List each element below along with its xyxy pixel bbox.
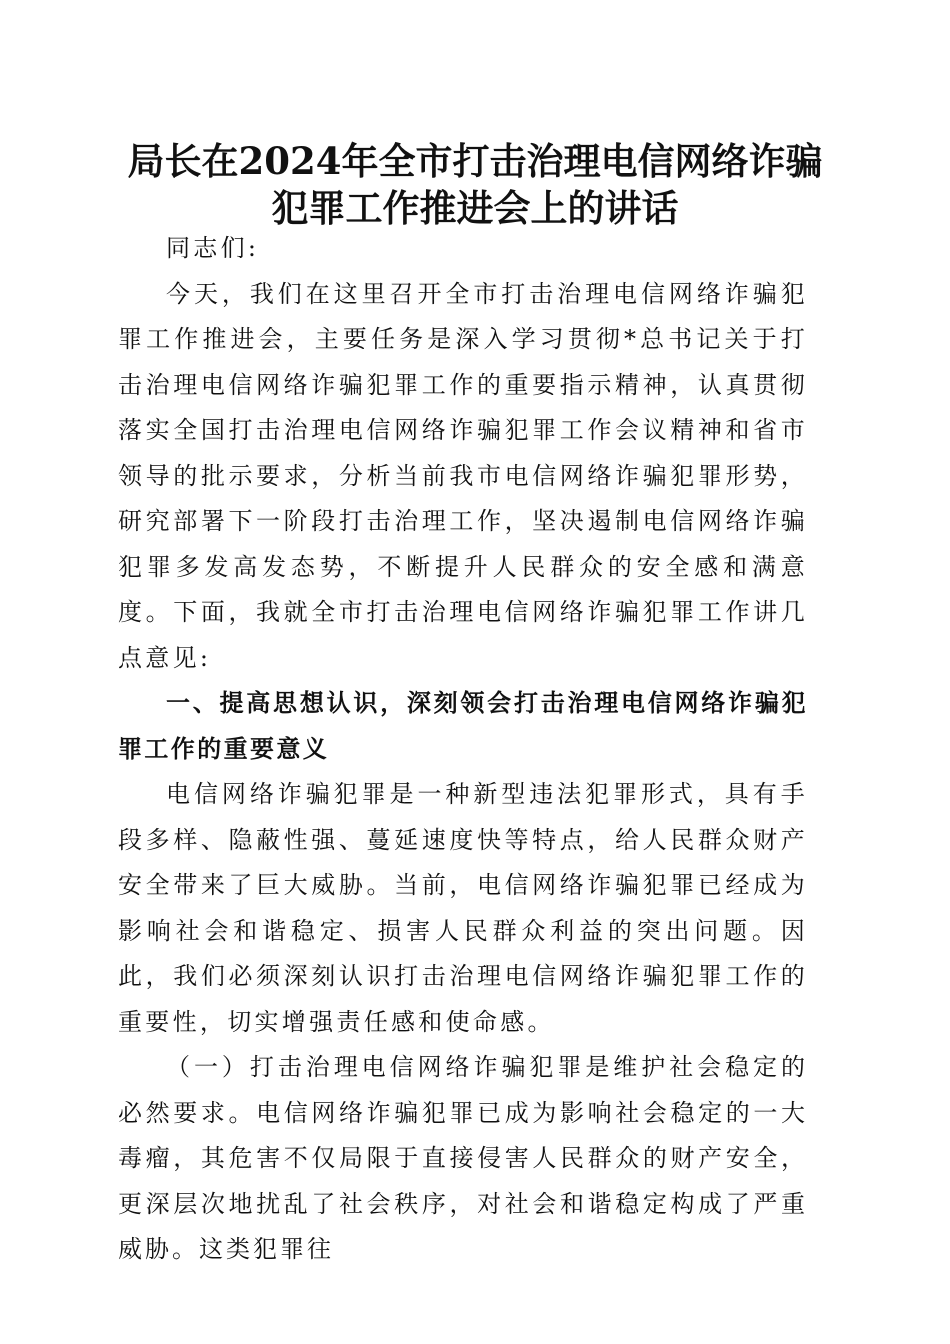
document-body <box>118 226 808 1273</box>
document-title: 局长在2024年全市打击治理电信网络诈骗犯罪工作推进会上的讲话 <box>127 139 823 230</box>
salutation: 同志们: <box>166 234 260 262</box>
section-heading-1: 一、提高思想认识，深刻领会打击治理电信网络诈骗犯罪工作的重要意义 <box>118 689 808 763</box>
subsection-1-paragraph: （一）打击治理电信网络诈骗犯罪是维护社会稳定的必然要求。电信网络诈骗犯罪已成为影响社会稳定的一大毒瘤，其危害不仅局限于直接侵害人民群众的财产安全，更深层次地扰乱了社会秩序，对社会和谐稳定构成了严重威胁。这类犯罪往 <box>118 1053 808 1263</box>
section-1-paragraph: 电信网络诈骗犯罪是一种新型违法犯罪形式，具有手段多样、隐蔽性强、蔓延速度快等特点，给人民群众财产安全带来了巨大威胁。当前，电信网络诈骗犯罪已经成为影响社会和谐稳定、损害人民群众利益的突出问题。因此，我们必须深刻认识打击治理电信网络诈骗犯罪工作的重要性，切实增强责任感和使命感。 <box>118 780 808 1036</box>
intro-paragraph: 今天，我们在这里召开全市打击治理电信网络诈骗犯罪工作推进会，主要任务是深入学习贯彻*总书记关于打击治理电信网络诈骗犯罪工作的重要指示精神，认真贯彻落实全国打击治理电信网络诈骗犯罪工作会议精神和省市领导的批示要求，分析当前我市电信网络诈骗犯罪形势，研究部署下一阶段打击治理工作，坚决遏制电信网络诈骗犯罪多发高发态势，不断提升人民群众的安全感和满意度。下面，我就全市打击治理电信网络诈骗犯罪工作讲几点意见: <box>118 279 808 672</box>
